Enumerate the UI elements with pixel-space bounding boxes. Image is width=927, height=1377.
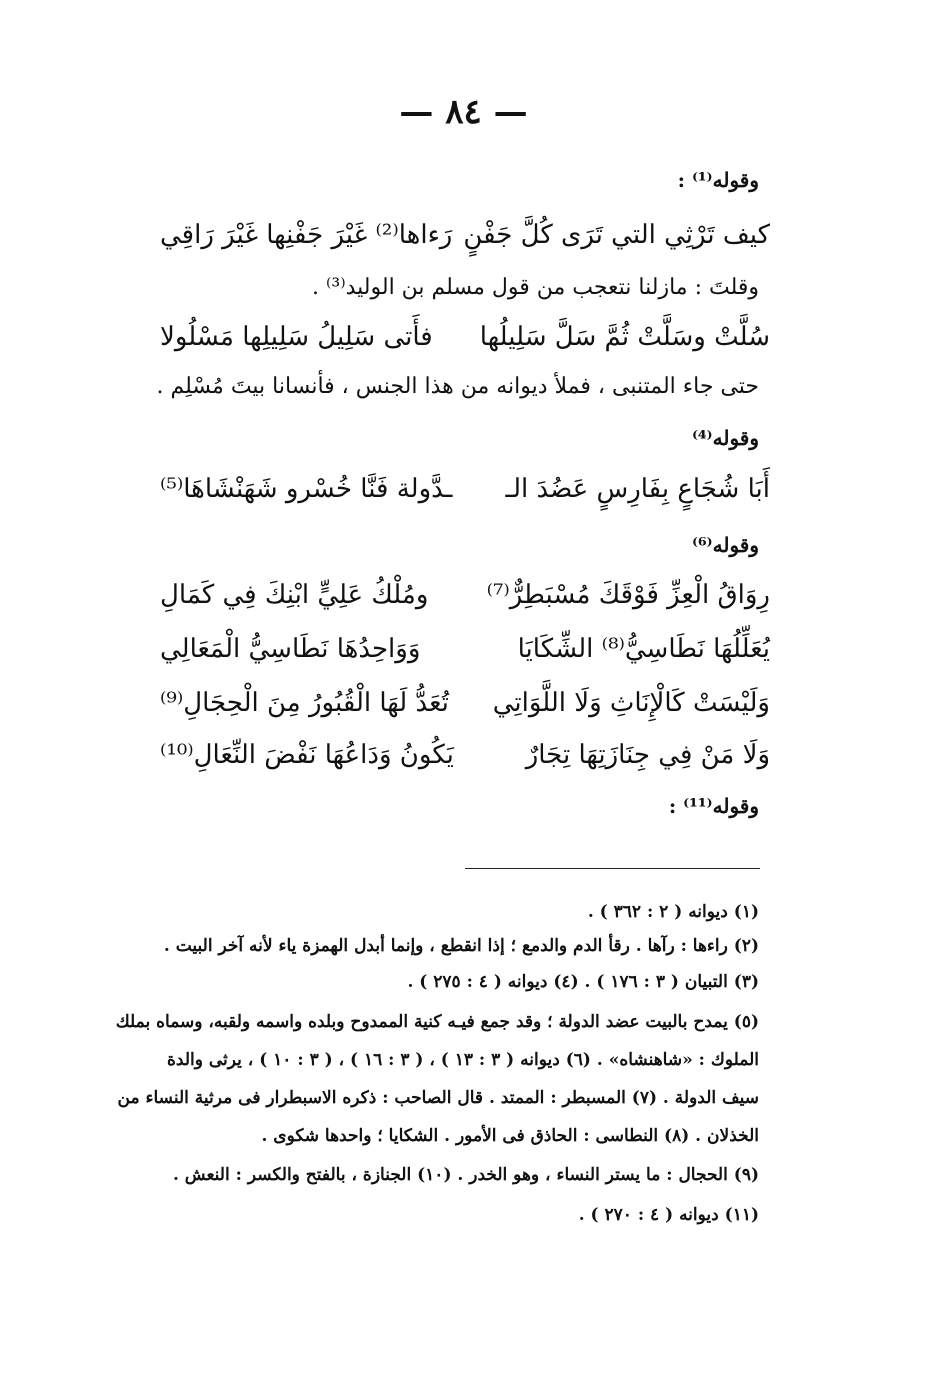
verse-line-3 — [160, 474, 770, 520]
verse-line-5 — [160, 634, 770, 680]
footnote-5-line-2: الملوك : «شاهنشاه» . (٦) ديوانه ( ٣ : ١٣ ) ، ( ٣ : ١٦ ) ، ( ٣ : ١٠ ) ، يرثى والدة — [167, 1050, 759, 1070]
verse-3-first-hemistich: أَبَا شُجَاعٍ بِفَارِسٍ عَضُدَ الـ — [505, 474, 770, 504]
verse-6-first-hemistich: وَلَيْسَتْ كَالْإِنَاثِ وَلَا اللَّوَاتِي — [492, 688, 770, 718]
footnote-3-4: (٣) التبيان ( ٣ : ١٧٦ ) . (٤) ديوانه ( ٤ : ٢٧٥ ) . — [407, 972, 759, 992]
verse-2-second-hemistich: فأَتى سَلِيلُ سَلِيلِها مَسْلُولا — [160, 322, 433, 352]
verse-5-second-hemistich: وَوَاحِدُهَا نَطَاسِيُّ الْمَعَالِي — [160, 634, 421, 664]
prose-paragraph-1: وقلتَ : مازلنا نتعجب من قول مسلم بن الوليد⁽³⁾ . — [311, 275, 759, 300]
footnote-separator — [465, 868, 760, 869]
verse-7-first-hemistich: وَلَا مَنْ فِي جِنَازَتِهَا تِجَارٌ — [525, 740, 770, 770]
footnote-8-line: الخذلان . (٨) النطاسى : الحاذق فى الأمور . الشكايا ؛ واحدها شكوى . — [261, 1126, 759, 1146]
verse-7-second-hemistich: يَكُونُ وَدَاعُهَا نَفْضَ النِّعَالِ⁽¹⁰⁾ — [160, 740, 454, 770]
intro-heading-3: وقوله⁽⁶⁾ — [691, 533, 759, 557]
footnote-5-line-1: (٥) يمدح بالبيت عضد الدولة ؛ وقد جمع فيـه كنية الممدوح وبلده واسمه ولقبه، وسماه بملك — [115, 1012, 759, 1032]
verse-2-first-hemistich: سُلَّتْ وسَلَّتْ ثُمَّ سَلَّ سَلِيلُها — [479, 322, 770, 352]
page-number: — ٨٤ — — [399, 92, 528, 132]
verse-line-6 — [160, 688, 770, 734]
footnote-9-10: (٩) الحجال : ما يستر النساء ، وهو الخدر . (١٠) الجنازة ، بالفتح والكسر : النعش . — [172, 1165, 759, 1185]
footnote-1: (١) ديوانه ( ٢ : ٣٦٢ ) . — [587, 902, 759, 922]
verse-line-2 — [160, 322, 770, 368]
verse-4-first-hemistich: رِوَاقُ الْعِزِّ فَوْقَكَ مُسْبَطِرٌّ⁽⁷⁾ — [486, 580, 770, 610]
verse-1-second-hemistich: رَءاها⁽²⁾ غَيْرَ جَفْنِها غَيْرَ رَاقِي — [160, 220, 453, 250]
footnote-11: (١١) ديوانه ( ٤ : ٢٧٠ ) . — [578, 1205, 759, 1225]
intro-heading-2: وقوله⁽⁴⁾ — [691, 426, 759, 450]
footnote-2: (٢) راءها : رآها . رقأ الدم والدمع ؛ إذا انقطع ، وإنما أبدل الهمزة ياء لأنه آخر البيت . — [163, 936, 759, 956]
verse-line-4 — [160, 580, 770, 626]
verse-3-second-hemistich: ـدَّولة فَنَّا خُسْرو شَهَنْشَاهَا⁽⁵⁾ — [160, 474, 453, 504]
prose-paragraph-2: حتى جاء المتنبى ، فملأ ديوانه من هذا الجنس ، فأنسانا بيتَ مُسْلِم . — [156, 374, 759, 399]
footnote-7-line: سيف الدولة . (٧) المسبطر : الممتد . قال الصاحب : ذكره الاسبطرار فى مرثية النساء من — [117, 1088, 759, 1108]
verse-1-first-hemistich: كيف تَرْثِي التي تَرَى كُلَّ جَفْنٍ — [463, 220, 770, 250]
intro-heading-4: وقوله⁽¹¹⁾ : — [668, 794, 759, 818]
verse-line-1 — [160, 220, 770, 266]
verse-6-second-hemistich: تُعَدُّ لَهَا الْقُبُورُ مِنَ الْحِجَالِ⁽⁹⁾ — [160, 688, 449, 718]
verse-5-first-hemistich: يُعَلِّلُهَا نَطَاسِيُّ⁽⁸⁾ الشِّكَايَا — [517, 634, 770, 664]
verse-4-second-hemistich: ومُلْكُ عَلِيٍّ ابْنِكَ فِي كَمَالِ — [160, 580, 429, 610]
intro-heading-1: وقوله⁽¹⁾ : — [677, 168, 759, 192]
verse-line-7 — [160, 740, 770, 786]
